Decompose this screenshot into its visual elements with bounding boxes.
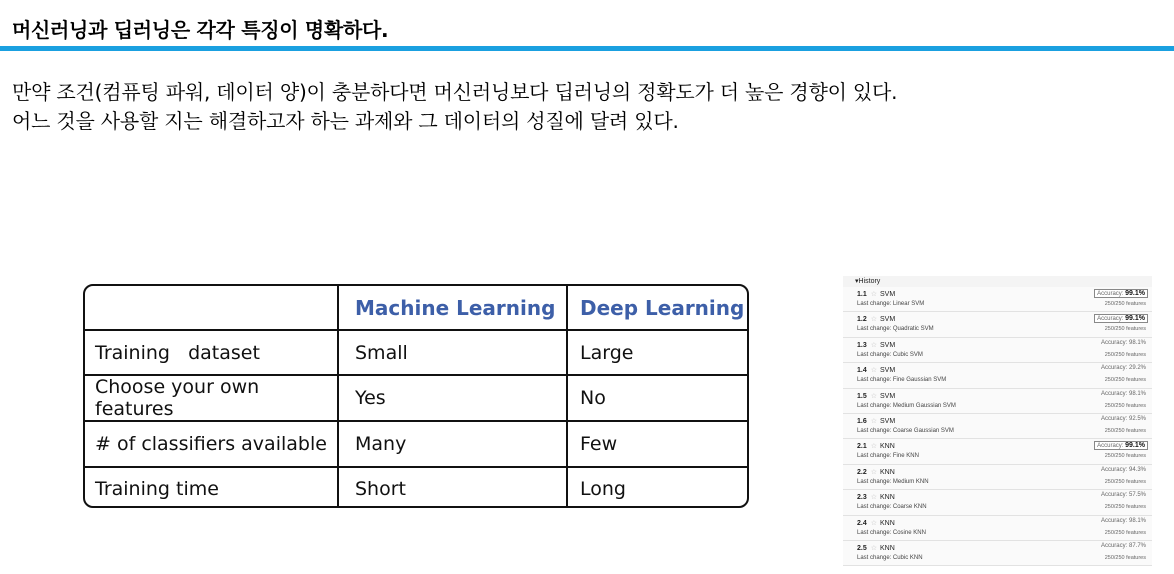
table-header-row — [85, 286, 747, 329]
model-name — [857, 392, 895, 400]
ml-value: Short — [337, 468, 566, 508]
accuracy-label: Accuracy: — [1100, 492, 1128, 499]
model-id: 2.2 — [857, 468, 867, 476]
last-change-label: Last change: — [857, 427, 892, 434]
table-row — [85, 374, 747, 420]
model-type: KNN — [880, 468, 895, 476]
model-name — [857, 341, 895, 349]
history-item[interactable] — [843, 465, 1152, 490]
dl-value: Few — [566, 422, 749, 466]
last-change — [857, 504, 927, 510]
model-id: 1.1 — [857, 291, 867, 298]
last-change-value: Quadratic SVM — [892, 326, 934, 333]
feature-count: 250/250 features — [1104, 351, 1146, 358]
feature-count: 250/250 features — [1104, 326, 1146, 333]
accuracy-value: 92.5% — [1128, 415, 1146, 422]
header-cell-machine-learning: Machine Learning — [337, 286, 566, 329]
last-change-label: Last change: — [857, 529, 892, 536]
table-row — [85, 420, 747, 466]
last-change-value: Cosine KNN — [892, 529, 926, 536]
accuracy-value: 98.1% — [1128, 339, 1146, 346]
star-icon[interactable]: ☆ — [870, 468, 878, 476]
last-change — [857, 530, 926, 536]
model-id: 1.3 — [857, 341, 867, 349]
last-change — [857, 377, 946, 383]
feature-count: 250/250 features — [1104, 453, 1146, 460]
model-type: KNN — [880, 494, 895, 502]
last-change-value: Cubic KNN — [892, 554, 923, 561]
last-change-label: Last change: — [857, 554, 892, 561]
accuracy-readout — [1099, 543, 1148, 549]
body-paragraph — [12, 78, 897, 136]
feature-count: 250/250 features — [1104, 377, 1146, 384]
last-change-value: Linear SVM — [892, 301, 925, 307]
history-panel — [843, 276, 1152, 566]
accuracy-value: 99.1% — [1125, 290, 1145, 297]
accuracy-label: Accuracy: — [1097, 316, 1124, 323]
feature-count: 250/250 features — [1104, 554, 1146, 561]
model-type: SVM — [880, 316, 896, 324]
row-label: Training time — [95, 478, 219, 500]
last-change-label: Last change: — [857, 351, 892, 358]
model-id: 2.4 — [857, 519, 867, 527]
feature-count: 250/250 features — [1104, 402, 1146, 409]
title-divider — [0, 46, 1174, 51]
last-change — [857, 352, 923, 358]
last-change — [857, 555, 923, 561]
model-type: KNN — [880, 519, 895, 527]
accuracy-label: Accuracy: — [1100, 365, 1128, 372]
model-name — [857, 442, 895, 450]
feature-count: 250/250 features — [1104, 301, 1146, 307]
history-item[interactable] — [843, 490, 1152, 515]
last-change-value: Fine KNN — [892, 453, 919, 460]
history-item[interactable] — [843, 312, 1152, 337]
accuracy-label: Accuracy: — [1100, 517, 1128, 524]
model-type: SVM — [880, 392, 896, 400]
feature-count: 250/250 features — [1104, 478, 1146, 485]
model-id: 2.5 — [857, 544, 867, 552]
model-type: SVM — [880, 341, 896, 349]
paragraph-line-2: 어느 것을 사용할 지는 해결하고자 하는 과제와 그 데이터의 성질에 달려 있다. — [12, 109, 679, 133]
table-row — [85, 466, 747, 508]
last-change-label: Last change: — [857, 453, 892, 460]
model-name — [857, 519, 895, 527]
accuracy-readout — [1099, 340, 1148, 346]
last-change-label: Last change: — [857, 326, 892, 333]
history-item[interactable] — [843, 516, 1152, 541]
history-item[interactable] — [843, 338, 1152, 363]
model-type: SVM — [880, 367, 896, 375]
dl-value: No — [566, 376, 749, 420]
history-item[interactable] — [843, 363, 1152, 388]
dl-value: Long — [566, 468, 749, 508]
ml-value: Yes — [337, 376, 566, 420]
model-type: KNN — [880, 544, 895, 552]
model-name — [857, 366, 895, 374]
accuracy-label: Accuracy: — [1100, 415, 1128, 422]
star-icon[interactable]: ☆ — [870, 519, 878, 527]
header-cell-empty — [85, 286, 337, 329]
model-type: SVM — [880, 291, 896, 298]
model-name — [857, 544, 895, 552]
accuracy-label: Accuracy: — [1100, 390, 1128, 397]
dl-value: Large — [566, 331, 749, 374]
last-change — [857, 301, 924, 307]
model-id: 1.4 — [857, 367, 867, 375]
ml-value: Small — [337, 331, 566, 374]
model-type: KNN — [880, 443, 895, 451]
star-icon[interactable]: ☆ — [870, 291, 878, 298]
accuracy-readout — [1099, 518, 1148, 524]
accuracy-value: 94.3% — [1128, 466, 1146, 473]
last-change-label: Last change: — [857, 478, 892, 485]
model-name — [857, 417, 895, 425]
star-icon[interactable]: ☆ — [870, 341, 878, 349]
accuracy-readout — [1099, 416, 1148, 422]
accuracy-label: Accuracy: — [1100, 466, 1128, 473]
row-label: Training dataset — [95, 341, 260, 364]
history-item[interactable] — [843, 414, 1152, 439]
model-name — [857, 493, 895, 501]
row-label: Choose your own features — [95, 376, 260, 420]
slide-title: 머신러닝과 딥러닝은 각각 특징이 명확하다. — [12, 18, 389, 42]
accuracy-label: Accuracy: — [1100, 339, 1128, 346]
accuracy-readout — [1099, 391, 1148, 397]
history-item[interactable] — [843, 541, 1152, 566]
accuracy-readout — [1094, 441, 1148, 450]
last-change-label: Last change: — [857, 504, 892, 511]
history-list — [843, 287, 1152, 566]
accuracy-readout — [1099, 365, 1148, 371]
last-change-value: Medium Gaussian SVM — [892, 402, 956, 409]
header-cell-deep-learning: Deep Learning — [566, 286, 749, 329]
last-change-value: Medium KNN — [892, 478, 929, 485]
feature-count: 250/250 features — [1104, 529, 1146, 536]
star-icon[interactable]: ☆ — [870, 316, 878, 324]
comparison-table — [83, 284, 749, 508]
star-icon[interactable]: ☆ — [870, 494, 878, 502]
last-change-value: Fine Gaussian SVM — [892, 377, 947, 384]
accuracy-value: 98.1% — [1128, 390, 1146, 397]
last-change — [857, 428, 954, 434]
star-icon[interactable]: ☆ — [870, 367, 878, 375]
last-change-value: Coarse KNN — [892, 504, 927, 511]
accuracy-readout — [1099, 467, 1148, 473]
model-name — [857, 315, 895, 323]
feature-count: 250/250 features — [1104, 427, 1146, 434]
history-item[interactable] — [843, 287, 1152, 312]
accuracy-value: 99.1% — [1125, 315, 1145, 323]
feature-count: 250/250 features — [1104, 504, 1146, 511]
accuracy-readout — [1099, 492, 1148, 498]
last-change — [857, 326, 934, 332]
history-item[interactable] — [843, 389, 1152, 414]
last-change-label: Last change: — [857, 301, 892, 307]
accuracy-value: 57.5% — [1128, 492, 1146, 499]
model-id: 1.5 — [857, 392, 867, 400]
accuracy-label: Accuracy: — [1097, 291, 1124, 297]
star-icon[interactable]: ☆ — [870, 392, 878, 400]
model-name — [857, 468, 895, 476]
accuracy-label: Accuracy: — [1097, 443, 1124, 450]
accuracy-value: 98.1% — [1128, 517, 1146, 524]
last-change — [857, 479, 929, 485]
history-header[interactable]: ▾History — [855, 278, 881, 285]
table-row — [85, 329, 747, 374]
model-id: 1.6 — [857, 417, 867, 425]
accuracy-label: Accuracy: — [1100, 542, 1128, 549]
star-icon[interactable]: ☆ — [870, 417, 878, 425]
accuracy-readout — [1094, 289, 1148, 298]
star-icon[interactable]: ☆ — [870, 544, 878, 552]
last-change — [857, 403, 956, 409]
model-id: 2.1 — [857, 443, 867, 451]
model-type: SVM — [880, 417, 896, 425]
accuracy-value: 29.2% — [1128, 365, 1146, 372]
model-id: 2.3 — [857, 494, 867, 502]
star-icon[interactable]: ☆ — [870, 443, 878, 451]
last-change-value: Cubic SVM — [892, 351, 923, 358]
model-id: 1.2 — [857, 316, 867, 324]
accuracy-value: 99.1% — [1125, 442, 1145, 450]
last-change-label: Last change: — [857, 402, 892, 409]
history-item[interactable] — [843, 439, 1152, 464]
accuracy-readout — [1094, 314, 1148, 323]
last-change — [857, 453, 919, 459]
last-change-value: Coarse Gaussian SVM — [892, 427, 954, 434]
accuracy-value: 87.7% — [1128, 542, 1146, 549]
paragraph-line-1: 만약 조건(컴퓨팅 파워, 데이터 양)이 충분하다면 머신러닝보다 딥러닝의 정확도가 더 높은 경향이 있다. — [12, 80, 898, 104]
model-name — [857, 290, 895, 298]
ml-value: Many — [337, 422, 566, 466]
row-label: # of classifiers available — [95, 433, 327, 455]
last-change-label: Last change: — [857, 377, 892, 384]
